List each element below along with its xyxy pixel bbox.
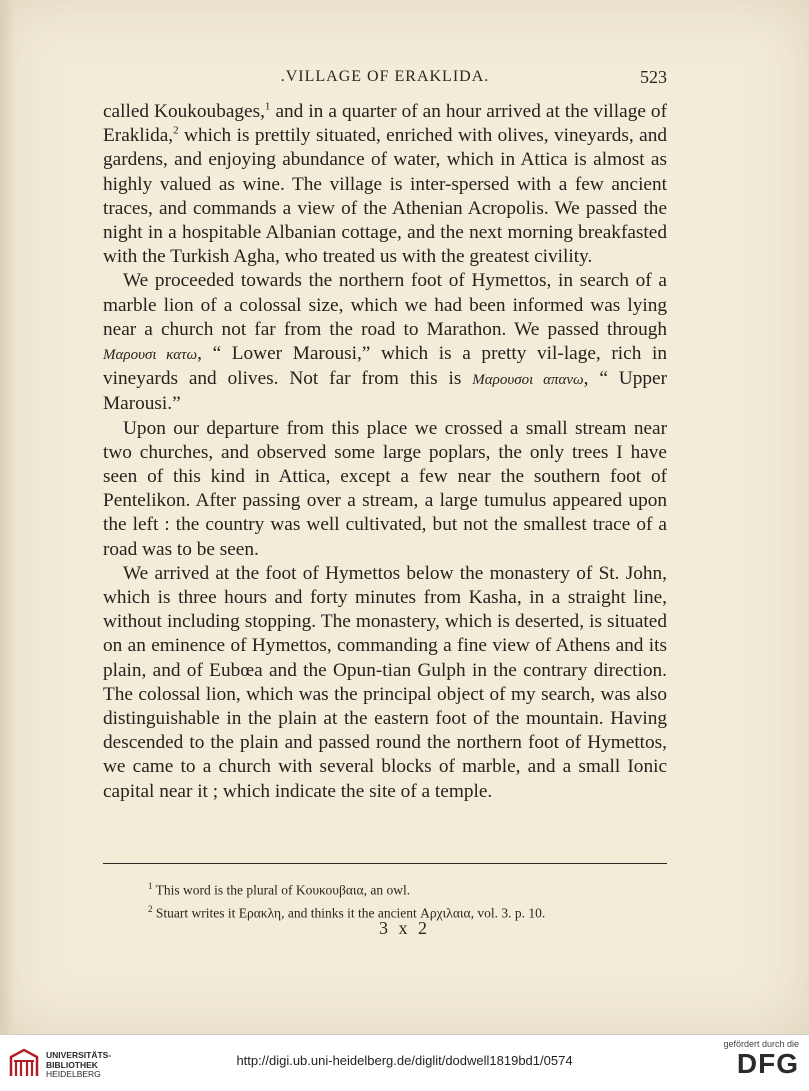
text-run: , “ Upper Marousi.”: [103, 368, 667, 415]
dfg-tagline: gefördert durch die: [723, 1039, 799, 1049]
footnote-ref-2[interactable]: 2: [173, 124, 179, 137]
paragraph-1: [103, 100, 667, 269]
page-number: 523: [640, 67, 667, 87]
running-head: .VILLAGE OF ERAKLIDA.: [280, 68, 490, 85]
library-name-line2: BIBLIOTHEK: [46, 1059, 98, 1070]
footnote-text: This word is the plural of Κουκουβαια, an owl.: [152, 882, 411, 898]
greek-term: Μαρουσοι απανω: [472, 372, 584, 389]
paragraph-4: We arrived at the foot of Hymettos below the monastery of St. John, which is three hours and forty minutes from Kasha, in a straight line, without including stopping. The monastery, which is deserted, is situated on an eminence of Hymettos, commanding a fine view of Athens and its plain, and of Eubœa and the Opun-tian Gulph in the contrary direction. The colossal lion, which was the principal object of my search, was also distinguishable in the plain at the eastern foot of the mountain. Having descended to the plain and passed round the northern foot of Hymettos, we came to a church with several blocks of marble, and a small Ionic capital near it ; which indicate the site of a temple.: [103, 562, 667, 802]
footnote-mark: 1: [148, 881, 153, 891]
body-text: [103, 100, 667, 804]
paragraph-2: [103, 269, 667, 416]
paragraph-3: Upon our departure from this place we crossed a small stream near two churches, and observed some large poplars, the only trees I have seen of this kind in Attica, except a few near the southern foot of Pentelikon. After passing over a stream, a large tumulus appeared upon the left : the country was well cultivated, but not the smallest trace of a road was to be seen.: [103, 417, 667, 560]
document-url[interactable]: http://digi.ub.uni-heidelberg.de/diglit/dodwell1819bd1/0574: [236, 1053, 573, 1068]
greek-term: Μαρουσι κατω: [103, 347, 198, 364]
text-run: which is prettily situated, enriched with olives, vineyards, and gardens, and enjoying abundance of water, which in Attica is almost as highly valued as wine. The village is inter-spersed with a few ancient traces, and commands a view of the Athenian Acropolis. We passed the night in a hospitable Albanian cottage, and the next morning breakfasted with the Turkish Agha, who treated us with the greatest civility.: [103, 125, 667, 268]
footnote-mark: 2: [148, 903, 153, 914]
footnote-ref-1[interactable]: 1: [264, 100, 271, 113]
viewer-footer: [0, 1034, 809, 1091]
text-run: , “ Lower Marousi,” which is a pretty vil-lage, rich in vineyards and olives. Not far from this is: [103, 343, 667, 390]
dfg-logo[interactable]: [703, 1039, 799, 1087]
library-name-line3: HEIDELBERG: [46, 1069, 101, 1079]
text-run: called Koukoubages,: [103, 101, 265, 122]
footnote-1: [103, 877, 667, 900]
footnote-text: Stuart writes it Ερακλη, and thinks it the ancient Αρχιλαια, vol. 3. p. 10.: [152, 905, 546, 920]
dfg-wordmark: DFG: [736, 1048, 799, 1079]
footnotes: [103, 877, 667, 922]
signature-mark: 3 x 2: [379, 918, 430, 938]
footnote-rule: [103, 863, 667, 864]
page-header: [103, 68, 667, 94]
text-run: and in a quarter of an hour arrived at the village of Eraklida,: [103, 101, 667, 147]
text-run: We proceeded towards the northern foot of Hymettos, in search of a marble lion of a colossal size, which we had been informed was lying near a church not far from the road to Marathon. We passed through: [103, 270, 667, 340]
library-name-line1: UNIVERSITÄTS-: [46, 1050, 112, 1060]
